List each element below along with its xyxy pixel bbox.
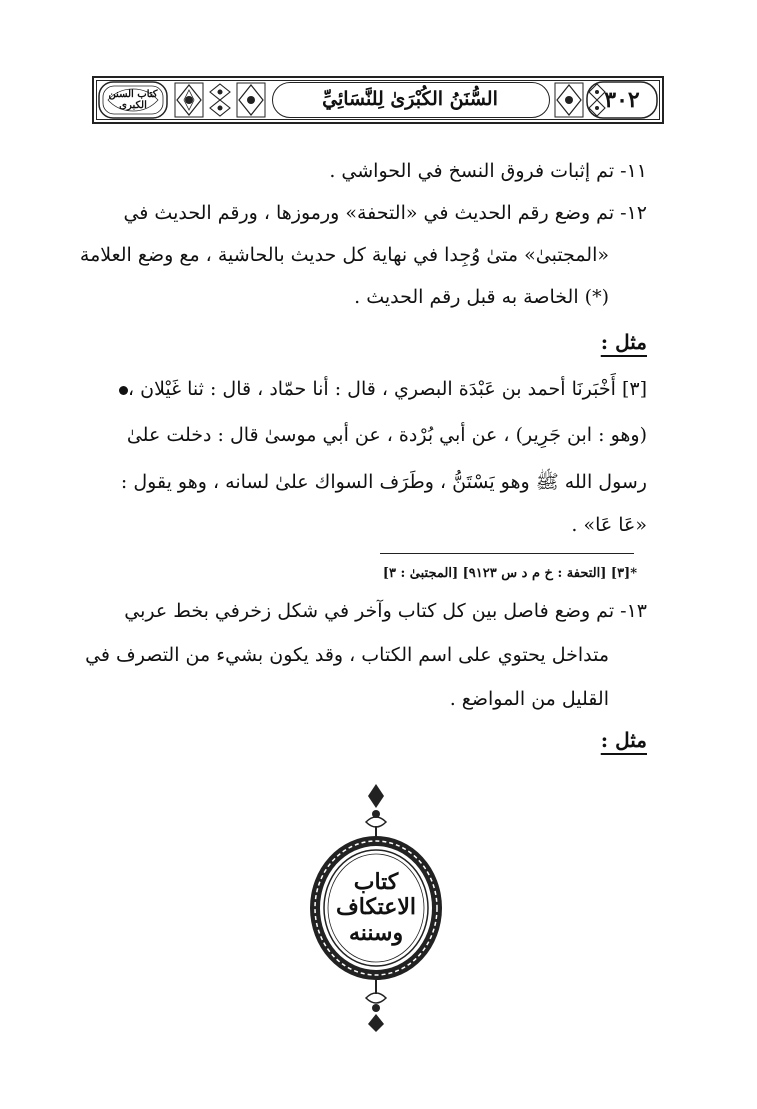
list-item-13-line-1: ١٣- تم وضع فاصل بين كل كتاب وآخر في شكل زخرفي بخط عربي <box>124 600 647 622</box>
list-item-13-line-3: القليل من المواضع . <box>449 688 609 710</box>
page-number: ٣٠٢ <box>604 87 640 113</box>
medallion-line-2: الاعتكاف <box>335 894 417 921</box>
hadith-line-2: (وهو : ابن جَرِير) ، عن أبي بُرْدة ، عن أبي موسىٰ قال : دخلت علىٰ <box>126 424 647 446</box>
example-label: مثل : <box>600 728 647 752</box>
ornament-icon <box>554 82 584 118</box>
medallion-line-3: وسننه <box>348 919 404 946</box>
hadith-line-1 <box>111 378 647 400</box>
book-title: السُّنَنُ الكُبْرَىٰ لِلنَّسَائِيِّ <box>322 88 498 110</box>
list-item-11: ١١- تم إثبات فروق النسخ في الحواشي . <box>329 160 647 182</box>
hadith-line-1-text: [٣] أَخْبَرنَا أحمد بن عَبْدَة البصري ، قال : أنا حمّاد ، قال : ثنا غَيْلان ، <box>127 378 647 400</box>
footnote: *[٣] [التحفة : خ م د س ٩١٢٣] [المجتبىٰ : ٣] <box>382 566 637 581</box>
example-label: مثل : <box>600 330 647 354</box>
ornament-icon <box>236 82 266 118</box>
ornament-icon <box>174 82 204 118</box>
medallion-calligraphy <box>324 858 428 958</box>
hadith-line-4: «عَا عَا» . <box>571 514 647 536</box>
book-logo-text: كتاب السنن الكبرى <box>108 89 158 111</box>
footnote-separator <box>380 553 634 554</box>
ornament-icon <box>208 82 232 118</box>
medallion-line-1: كتاب <box>353 869 399 896</box>
bullet-icon <box>119 386 128 395</box>
hadith-line-3: رسول الله ﷺ وهو يَسْتَنُّ ، وطَرَف السواك علىٰ لسانه ، وهو يقول : <box>120 471 647 493</box>
list-item-12-line-3: (*) الخاصة به قبل رقم الحديث . <box>354 286 609 308</box>
list-item-12-line-1: ١٢- تم وضع رقم الحديث في «التحفة» ورموزها ، ورقم الحديث في <box>123 202 647 224</box>
list-item-13-line-2: متداخل يحتوي على اسم الكتاب ، وقد يكون بشيء من التصرف في <box>85 644 609 666</box>
page-header <box>92 76 664 124</box>
list-item-12-line-2: «المجتبىٰ» متىٰ وُجِدا في نهاية كل حديث بالحاشية ، مع وضع العلامة <box>79 244 609 266</box>
